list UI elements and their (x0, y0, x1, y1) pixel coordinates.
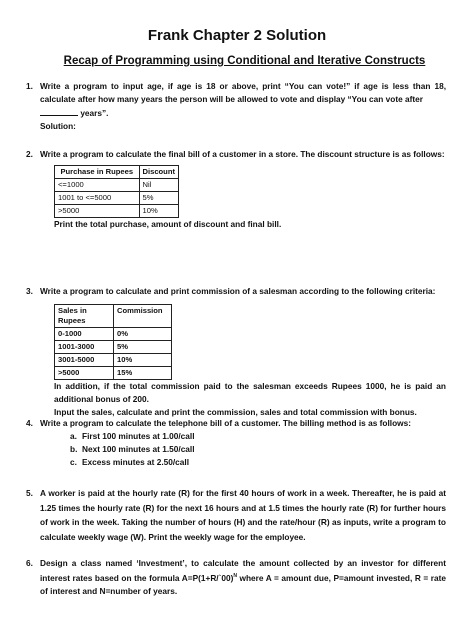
list-item (70, 443, 446, 456)
table-header-row (55, 305, 172, 328)
question-6 (26, 557, 446, 598)
table-cell: 0-1000 (55, 328, 114, 341)
question-followup: In addition, if the total commission paid to the salesman exceeds Rupees 1000, he is paid an additional bonus of 200. (54, 381, 446, 404)
table-cell: 0% (114, 328, 172, 341)
question-text: Write a program to calculate the telephone bill of a customer. The billing method is as follows: (40, 418, 411, 428)
question-2 (26, 148, 446, 231)
list-letter: c. (70, 457, 77, 467)
table-cell: 5% (139, 192, 179, 205)
table-row (55, 328, 172, 341)
table-cell: >5000 (55, 367, 114, 380)
question-text: Write a program to calculate and print commission of a salesman according to the following criteria: (40, 286, 436, 296)
table-cell: 10% (114, 354, 172, 367)
question-text-part: where A = amount due, P=amount invested, R = rate of interest and N=number of years. (40, 572, 446, 596)
question-number: 2. (26, 149, 33, 159)
question-5 (26, 486, 446, 544)
question-text: A worker is paid at the hourly rate (R) for the first 40 hours of work in a week. Thereafter, he is paid at 1.25 times the hourly rate (R) for the next 16 hours and at 1.5 times the hourly rate (R) for further hours of work in the week. Taking the number of hours (H) and the rate/hour (R) as inputs, write a program to calculate weekly wage (W). Print the weekly wage for the employee. (40, 488, 446, 542)
question-1 (26, 80, 446, 133)
table-cell: 3001-5000 (55, 354, 114, 367)
solution-label: Solution: (40, 121, 76, 131)
table-header: Discount (139, 166, 179, 179)
question-number: 1. (26, 81, 33, 91)
table-cell: >5000 (55, 205, 140, 218)
question-number: 5. (26, 488, 33, 498)
table-cell: <=1000 (55, 179, 140, 192)
table-row (55, 205, 179, 218)
exponent: N (233, 573, 237, 579)
table-row (55, 367, 172, 380)
question-text (40, 80, 446, 120)
question-number: 3. (26, 286, 33, 296)
table-header-row (55, 166, 179, 179)
table-cell: 10% (139, 205, 179, 218)
billing-list (40, 430, 446, 469)
table-row (55, 354, 172, 367)
question-followup: Input the sales, calculate and print the commission, sales and total commission with bonus. (54, 407, 417, 417)
list-item (70, 430, 446, 443)
question-text (40, 557, 446, 598)
question-number: 4. (26, 418, 33, 428)
question-text-part: Write a program to input age, if age is 18 or above, print “You can vote!” if age is less than 18, calculate after how many years the person will be allowed to vote and display “You can vote after (40, 81, 446, 104)
question-4 (26, 417, 446, 469)
question-text-part: Design a class named ‘Investment’, to calculate the amount collected by an investor for different interest rates based on the formula A=P(1+R/`00) (40, 558, 446, 583)
answer-blank (40, 106, 78, 116)
table-row (55, 341, 172, 354)
table-cell: 15% (114, 367, 172, 380)
list-item-text: Next 100 minutes at 1.50/call (82, 444, 195, 454)
list-item-text: Excess minutes at 2.50/call (82, 457, 190, 467)
commission-table (54, 304, 172, 380)
table-cell: Nil (139, 179, 179, 192)
question-text: Write a program to calculate the final bill of a customer in a store. The discount structure is as follows: (40, 149, 445, 159)
question-followup: Print the total purchase, amount of discount and final bill. (54, 219, 282, 229)
question-number: 6. (26, 558, 33, 568)
list-letter: a. (70, 431, 77, 441)
list-letter: b. (70, 444, 78, 454)
question-3 (26, 285, 446, 419)
table-row (55, 192, 179, 205)
page-title: Frank Chapter 2 Solution (147, 27, 327, 44)
list-item-text: First 100 minutes at 1.00/call (82, 431, 195, 441)
question-text-part: years”. (80, 108, 109, 118)
table-header: Purchase in Rupees (55, 166, 140, 179)
page-subtitle: Recap of Programming using Conditional and Iterative Constructs (63, 55, 426, 67)
table-cell: 1001 to <=5000 (55, 192, 140, 205)
table-header: Commission (114, 305, 172, 328)
discount-table (54, 165, 179, 218)
table-cell: 5% (114, 341, 172, 354)
table-header: Sales in Rupees (55, 305, 114, 328)
list-item (70, 456, 446, 469)
table-cell: 1001-3000 (55, 341, 114, 354)
table-row (55, 179, 179, 192)
